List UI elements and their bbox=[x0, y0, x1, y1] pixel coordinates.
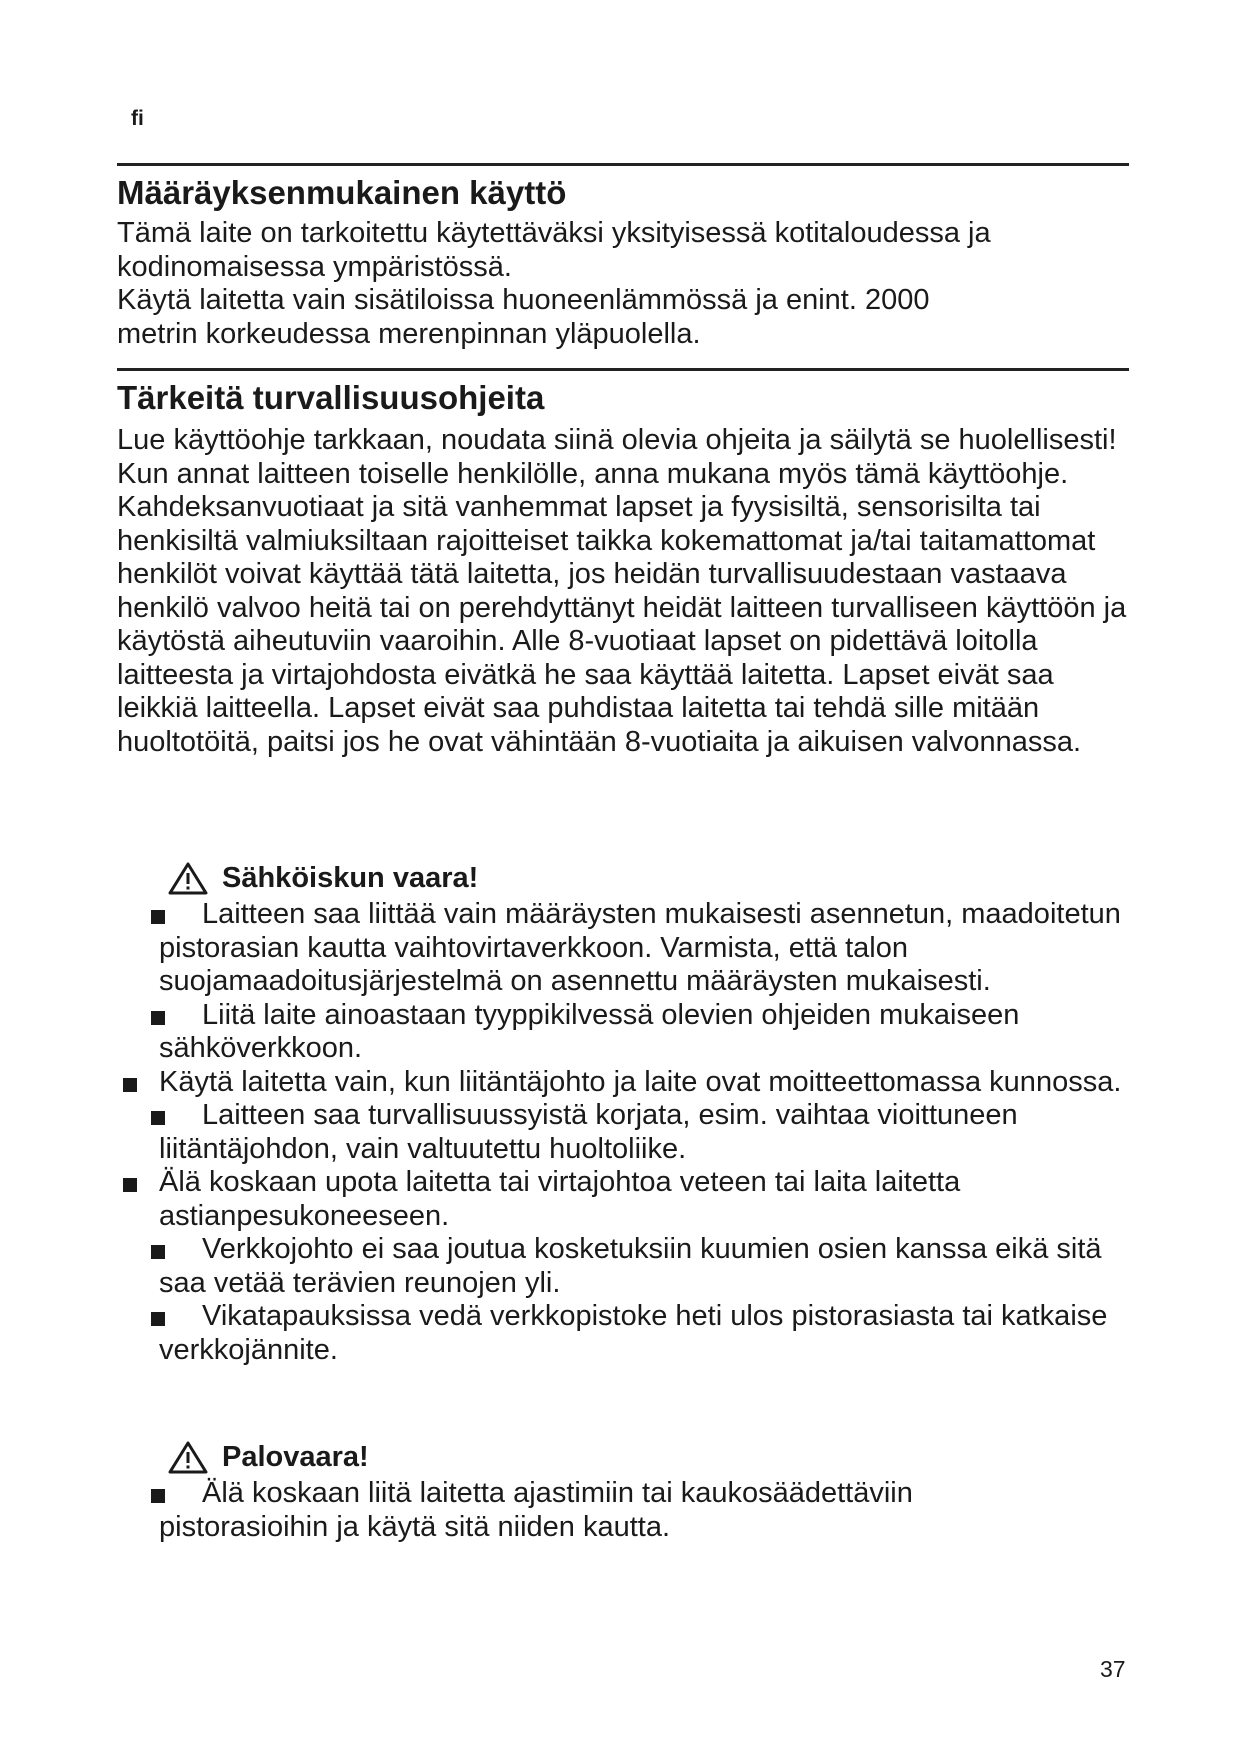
electric-shock-warning bbox=[168, 861, 478, 895]
list-item bbox=[117, 1300, 1147, 1367]
page-number: 37 bbox=[1100, 1656, 1126, 1682]
section-heading-safety: Tärkeitä turvallisuusohjeita bbox=[117, 379, 545, 416]
bullet-marker bbox=[151, 1489, 165, 1503]
list-item bbox=[117, 1233, 1147, 1300]
bullet-marker bbox=[123, 1178, 137, 1192]
bullet-marker bbox=[151, 1011, 165, 1025]
intended-use-text bbox=[117, 217, 1157, 351]
safety-text bbox=[117, 424, 1157, 759]
bullet-marker bbox=[151, 910, 165, 924]
list-item bbox=[117, 1066, 1147, 1100]
list-item-text: Älä koskaan upota laitetta tai virtajohtoa veteen tai laita laitetta astianpesukoneeseen. bbox=[159, 1166, 961, 1232]
list-item bbox=[117, 999, 1147, 1066]
list-item bbox=[117, 1477, 1017, 1544]
warning-triangle-icon bbox=[168, 1440, 208, 1474]
paragraph: Tämä laite on tarkoitettu käytettäväksi yksityisessä kotitaloudessa ja kodinomaisessa ympäristössä. bbox=[117, 217, 991, 283]
list-item-text: Käytä laitetta vain, kun liitäntäjohto ja laite ovat moitteettomassa kunnossa. bbox=[159, 1065, 1122, 1098]
section-divider bbox=[117, 163, 1129, 166]
list-item bbox=[117, 898, 1147, 999]
bullet-marker bbox=[151, 1111, 165, 1125]
list-item-text: Liitä laite ainoastaan tyyppikilvessä olevien ohjeiden mukaiseen sähköverkkoon. bbox=[159, 998, 1020, 1064]
list-item-text: Laitteen saa turvallisuussyistä korjata, esim. vaihtaa vioittuneen liitäntäjohdon, vain valtuutettu huoltoliike. bbox=[159, 1099, 1018, 1165]
fire-warning-list bbox=[117, 1477, 1017, 1544]
warning-triangle-icon bbox=[168, 861, 208, 895]
paragraph: Kahdeksanvuotiaat ja sitä vanhemmat lapset ja fyysisiltä, sensorisilta tai henkisiltä valmiuksiltaan rajoitteiset taikka kokemattomat ja/tai taitamattomat henkilöt voivat käyttää tätä laitetta, jos heidän turvallisuudestaan vastaava henkilö valvoo heitä tai on perehdyttänyt heidät laitteen turvalliseen käyttöön ja käytöstä aiheutuviin vaaroihin. Alle 8-vuotiaat lapset on pidettävä loitolla laitteesta ja virtajohdosta eivätkä he saa käyttää laitetta. Lapset eivät saa leikkiä laitteella. Lapset eivät saa puhdistaa laitetta tai tehdä sille mitään huoltotöitä, paitsi jos he ovat vähintään 8-vuotiaita ja aikuisen valvonnassa. bbox=[117, 491, 1127, 758]
electric-warning-list bbox=[117, 898, 1147, 1367]
list-item-text: Vikatapauksissa vedä verkkopistoke heti ulos pistorasiasta tai katkaise verkkojännite. bbox=[159, 1300, 1108, 1366]
paragraph: Lue käyttöohje tarkkaan, noudata siinä olevia ohjeita ja säilytä se huolellisesti! Kun annat laitteen toiselle henkilölle, anna mukana myös tämä käyttöohje. bbox=[117, 424, 1117, 490]
list-item-text: Verkkojohto ei saa joutua kosketuksiin kuumien osien kanssa eikä sitä saa vetää terävien reunojen yli. bbox=[159, 1233, 1102, 1299]
bullet-marker bbox=[151, 1312, 165, 1326]
list-item bbox=[117, 1166, 1147, 1233]
fire-warning bbox=[168, 1440, 369, 1474]
bullet-marker bbox=[123, 1078, 137, 1092]
bullet-marker bbox=[151, 1245, 165, 1259]
section-divider bbox=[117, 368, 1129, 371]
language-code: fi bbox=[131, 107, 144, 130]
warning-title: Palovaara! bbox=[222, 1441, 369, 1473]
paragraph: Käytä laitetta vain sisätiloissa huoneenlämmössä ja enint. 2000 metrin korkeudessa merenpinnan yläpuolella. bbox=[117, 284, 930, 350]
section-heading-intended-use: Määräyksenmukainen käyttö bbox=[117, 174, 567, 211]
list-item-text: Laitteen saa liittää vain määräysten mukaisesti asennetun, maadoitetun pistorasian kautta vaihtovirtaverkkoon. Varmista, että talon suojamaadoitusjärjestelmä on asennettu määräysten mukaisesti. bbox=[159, 898, 1121, 997]
warning-title: Sähköiskun vaara! bbox=[222, 862, 479, 894]
list-item-text: Älä koskaan liitä laitetta ajastimiin tai kaukosäädettäviin pistorasioihin ja käytä sitä niiden kautta. bbox=[159, 1477, 913, 1543]
list-item bbox=[117, 1099, 1147, 1166]
